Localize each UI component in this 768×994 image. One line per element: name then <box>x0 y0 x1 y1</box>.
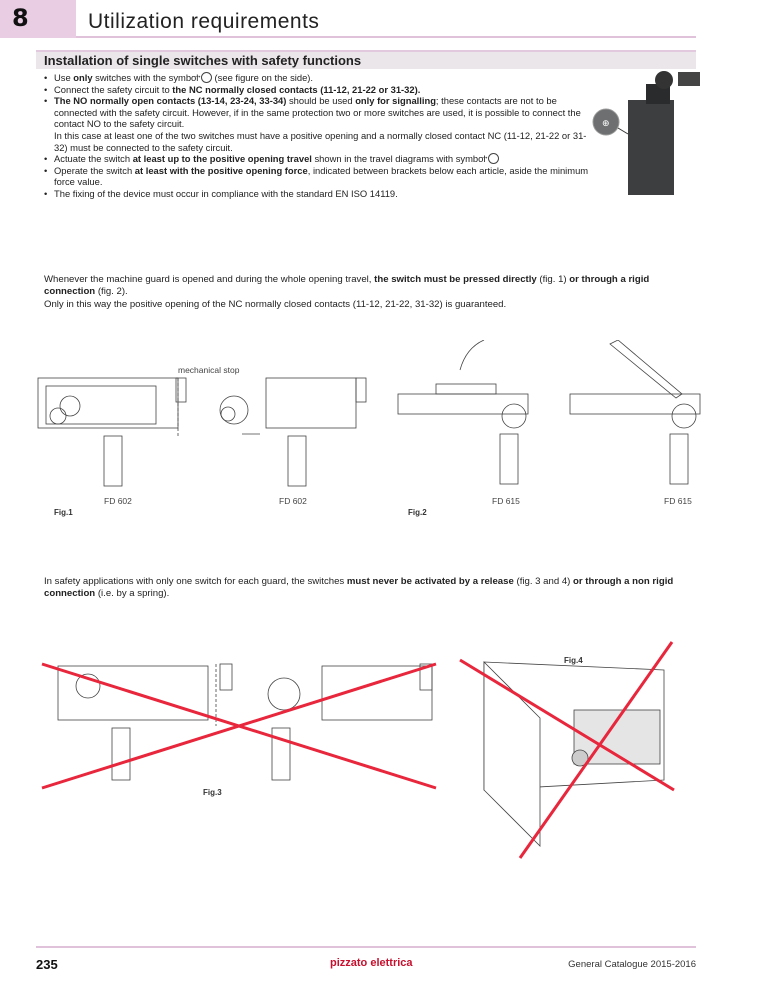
switch-body <box>628 100 674 195</box>
requirements-list <box>44 72 592 200</box>
text: In this case at least one of the two switches must have a positive opening and a normally closed contact NC (11-12, 21-22 or 31-32) must be connected to the safety circuit. <box>54 129 587 153</box>
bracket-left <box>220 664 232 690</box>
section-title: Installation of single switches with safety functions <box>44 53 362 68</box>
pointer-line <box>618 128 628 134</box>
text: Whenever the machine guard is opened and during the whole opening travel, <box>44 274 375 285</box>
symbol-glyph: ⊕ <box>602 119 610 129</box>
text: In safety applications with only one switch for each guard, the switches <box>44 576 347 587</box>
fig1-drawing <box>36 376 376 496</box>
lid-right <box>610 340 682 398</box>
bracket-right <box>356 378 366 402</box>
catalogue-name: General Catalogue 2015-2016 <box>568 959 696 970</box>
roller <box>655 71 673 89</box>
switch-fd602-b <box>288 436 306 486</box>
positive-opening-icon <box>488 153 499 164</box>
text-bold: at least up to the positive opening travel <box>132 153 312 165</box>
text: (fig. 1) <box>536 274 570 285</box>
chapter-number: 8 <box>12 4 29 32</box>
fd615-b-label: FD 615 <box>664 496 692 506</box>
text-bold: the switch must be pressed directly <box>374 274 537 285</box>
fig1-label: Fig.1 <box>54 508 73 517</box>
fd615-a-label: FD 615 <box>492 496 520 506</box>
fig3-label: Fig.3 <box>203 788 222 797</box>
text-bold: must never be activated by a release <box>346 576 514 587</box>
open-door <box>484 662 540 846</box>
circle-left <box>60 396 80 416</box>
switch-photo <box>592 70 712 200</box>
guard-panel-right <box>266 378 356 428</box>
text: Only in this way the positive opening of the NC normally closed contacts (11-12, 21-22, 31-32) is guaranteed. <box>44 298 507 310</box>
switch-fd615-a <box>500 434 518 484</box>
positive-opening-icon <box>201 72 212 83</box>
text-bold: The NO normally open contacts (13-14, 23-24, 33-34) <box>54 95 287 107</box>
disc-left <box>502 404 526 428</box>
circle-right-2 <box>221 407 235 421</box>
list-item <box>44 188 592 200</box>
page-number: 235 <box>36 957 58 972</box>
arrow-open <box>460 340 484 370</box>
text: Use <box>54 72 74 83</box>
section-header <box>36 50 696 69</box>
list-item <box>44 84 592 96</box>
text: (fig. 3 and 4) <box>513 576 574 587</box>
paragraph-direct-actuation <box>44 274 699 311</box>
text: (see figure on the side). <box>211 72 314 83</box>
roller-arm <box>678 72 700 86</box>
text: (i.e. by a spring). <box>95 588 170 600</box>
fd602-a-label: FD 602 <box>104 496 132 506</box>
fig2-drawing <box>396 340 706 496</box>
brand-logo: pizzato elettrica <box>330 957 413 969</box>
paragraph-release-warning <box>44 576 699 601</box>
text: Connect the safety circuit to <box>54 83 173 95</box>
list-item <box>44 165 592 188</box>
list-item <box>44 153 592 165</box>
text: switches with the symbol <box>92 72 201 83</box>
text: (fig. 2). <box>95 286 128 298</box>
text: shown in the travel diagrams with symbol <box>311 153 489 165</box>
bracket-left <box>176 378 186 402</box>
fig4-label: Fig.4 <box>564 656 583 665</box>
guard-panel-right <box>322 666 432 720</box>
text-bold: only for signalling <box>355 95 436 107</box>
switch-fd615-b <box>670 434 688 484</box>
switch-fd602-a <box>104 436 122 486</box>
fig4-drawing <box>454 640 680 874</box>
mechanical-stop-label: mechanical stop <box>178 365 240 375</box>
guard-panel-left <box>38 378 178 428</box>
list-item <box>44 95 592 153</box>
circle-left-2 <box>50 408 66 424</box>
list-item <box>44 72 592 84</box>
footer-divider <box>36 946 696 948</box>
text-bold: or through a non rigid connection <box>44 576 674 600</box>
fd602-b-label: FD 602 <box>279 496 307 506</box>
text-bold: only <box>73 72 93 83</box>
text: Operate the switch <box>54 164 135 176</box>
text: The fixing of the device must occur in compliance with the standard EN ISO 14119. <box>54 187 398 199</box>
disc-right <box>672 404 696 428</box>
text-bold: the NC normally closed contacts (11-12, 21-22 or 31-32). <box>172 83 421 95</box>
fig3-drawing <box>36 656 446 790</box>
text: ; these contacts are not to be connected with the safety circuit. However, if in the same protection two or more switches are used, it is possible to connect the contact NO to the safety circuit. <box>54 95 581 130</box>
page-title: Utilization requirements <box>88 10 320 33</box>
chapter-tab <box>0 0 76 38</box>
fig2-label: Fig.2 <box>408 508 427 517</box>
circle-right <box>268 678 300 710</box>
switch-left <box>112 728 130 780</box>
text-bold: or through a rigid connection <box>44 274 650 298</box>
text: Actuate the switch <box>54 153 133 165</box>
lid-left <box>436 384 496 394</box>
text-bold: at least with the positive opening force <box>134 164 308 176</box>
frame-right <box>570 394 700 414</box>
header-divider <box>76 36 696 38</box>
frame-left <box>398 394 528 414</box>
text: should be used <box>286 95 356 107</box>
text: , indicated between brackets below each article, aside the minimum force value. <box>54 164 589 188</box>
guard-grid-left <box>46 386 156 424</box>
